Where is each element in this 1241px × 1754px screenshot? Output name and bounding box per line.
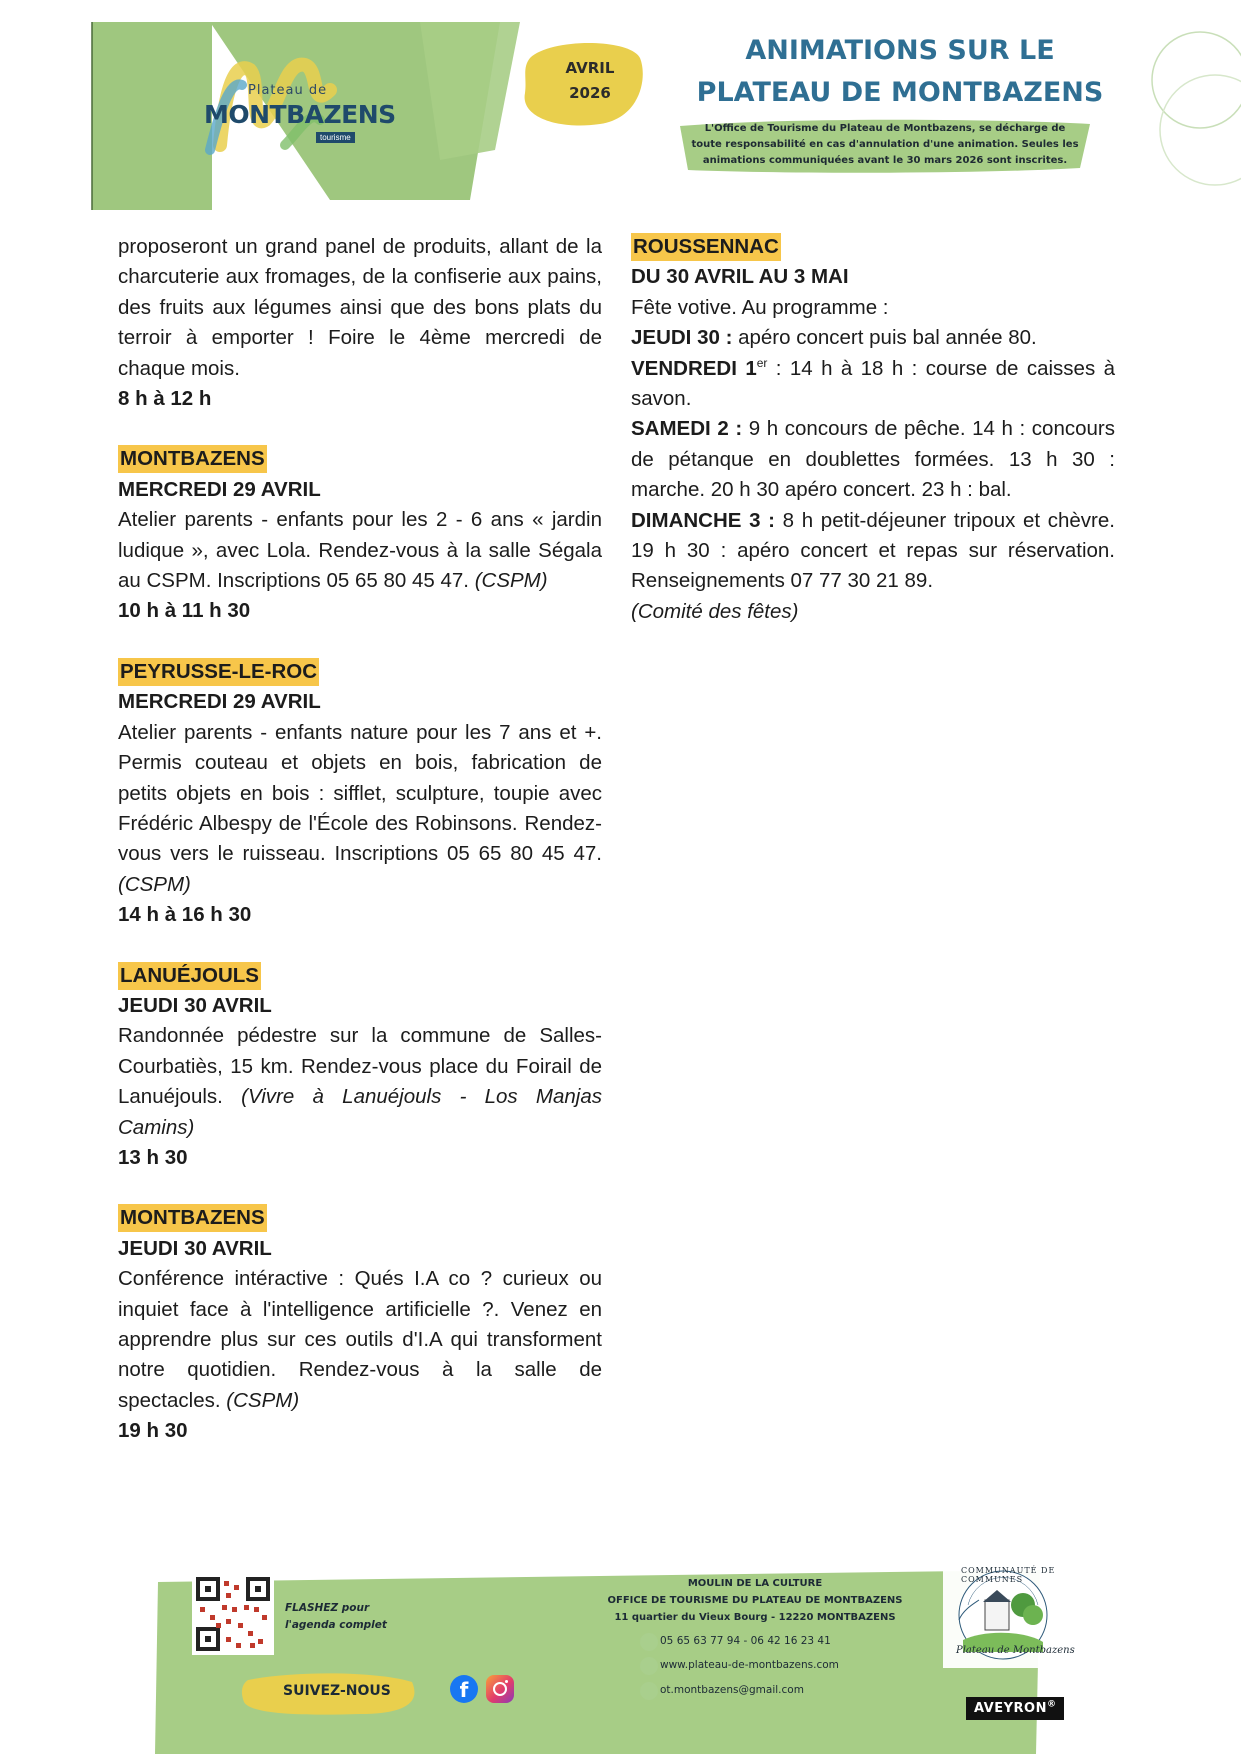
event-date: MERCREDI 29 AVRIL [118, 690, 321, 714]
follow-us-label: SUIVEZ-NOUS [283, 1683, 391, 1699]
facebook-icon[interactable]: f [450, 1675, 478, 1703]
event-date: JEUDI 30 AVRIL [118, 1236, 272, 1260]
email-link[interactable]: ot.montbazens@gmail.com [660, 1684, 804, 1696]
event-time: 13 h 30 [118, 1145, 188, 1169]
event-time: 19 h 30 [118, 1419, 188, 1443]
program-day-4: DIMANCHE 3 : 8 h petit-déjeuner tripoux et chèvre. 19 h 30 : apéro concert et repas sur réservation. Renseignements 07 77 30 21 89. [631, 508, 1115, 593]
event-card [118, 444, 602, 626]
mail-icon [640, 1682, 658, 1700]
right-column [631, 232, 1115, 657]
program-day-3: SAMEDI 2 : 9 h concours de pêche. 14 h : concours de pétanque en doublettes formées. 13 h 30 : marche. 20 h 30 apéro concert. 23 h : bal. [631, 417, 1115, 502]
phone-numbers[interactable]: 05 65 63 77 94 - 06 42 16 23 41 [660, 1635, 831, 1647]
page-title: ANIMATIONS SUR LE PLATEAU DE MONTBAZENS [696, 35, 1104, 108]
event-town: MONTBAZENS [118, 445, 267, 473]
event-description: proposeront un grand panel de produits, allant de la charcuterie aux fromages, de la confiserie aux pains, des fruits aux légumes ainsi que des bons plats du terroir à emporter ! Foire le 4ème mercredi de chaque mois. [118, 235, 602, 380]
event-card [631, 232, 1115, 627]
disclaimer-text: L'Office de Tourisme du Plateau de Montbazens, se décharge de toute responsabilité en cas d'annulation d'une animation. Seules les animations communiquées avant le 30 mars 2026 sont inscrites. [691, 123, 1079, 166]
event-organizer: (Vivre à Lanuéjouls - Los Manjas Camins) [118, 1085, 603, 1139]
page-header [0, 0, 1241, 210]
qr-code[interactable] [192, 1573, 274, 1655]
program-day-1: JEUDI 30 : apéro concert puis bal année 80. [631, 326, 1037, 350]
event-card [118, 961, 602, 1174]
event-town: PEYRUSSE-LE-ROC [118, 658, 319, 686]
event-description: Randonnée pédestre sur la commune de Salles-Courbatiès, 15 km. Rendez-vous place du Foirail de Lanuéjouls. (Vivre à Lanuéjouls - Los Manjas Camins) [118, 1024, 603, 1139]
logo-subtitle: Plateau de [248, 83, 328, 98]
event-description: Atelier parents - enfants nature pour les 7 ans et +. Permis couteau et objets en bois, fabrication de petits objets en bois : sifflet, sculpture, toupie avec Frédéric Albespy de l'École des Robinsons. Rendez-vous vers le ruisseau. Inscriptions 05 65 80 45 47. (CSPM) [118, 720, 602, 896]
event-town: ROUSSENNAC [631, 233, 781, 261]
decorative-circles [1120, 20, 1241, 200]
event-organizer: (CSPM) [474, 569, 548, 593]
globe-icon [640, 1657, 658, 1675]
event-date: JEUDI 30 AVRIL [118, 993, 272, 1017]
month-badge [540, 56, 640, 106]
event-organizer: (CSPM) [118, 872, 191, 896]
continued-event [118, 232, 602, 414]
community-ring-text: COMMUNAUTÉ DE COMMUNES [961, 1566, 1056, 1584]
phone-icon [640, 1633, 658, 1651]
event-date: MERCREDI 29 AVRIL [118, 477, 321, 501]
aveyron-logo: AVEYRON® [966, 1697, 1064, 1720]
event-organizer: (CSPM) [226, 1388, 300, 1412]
logo-tag: tourisme [316, 132, 355, 143]
website-link[interactable]: www.plateau-de-montbazens.com [660, 1659, 839, 1671]
event-time: 14 h à 16 h 30 [118, 903, 252, 927]
event-time: 10 h à 11 h 30 [118, 599, 251, 623]
instagram-icon[interactable] [486, 1675, 514, 1703]
event-town: MONTBAZENS [118, 1204, 267, 1232]
program-day-2: VENDREDI 1er : 14 h à 18 h : course de caisses à savon. [631, 355, 1115, 411]
community-name: Plateau de Montbazens [956, 1645, 1075, 1656]
event-card [118, 657, 602, 931]
logo-title: MONTBAZENS [204, 100, 396, 129]
year-label: 2026 [569, 84, 611, 102]
event-time: 8 h à 12 h [118, 387, 212, 411]
event-town: LANUÉJOULS [118, 962, 261, 990]
event-date: DU 30 AVRIL AU 3 MAI [631, 265, 849, 289]
left-column [118, 232, 602, 1477]
event-description: Atelier parents - enfants pour les 2 - 6 ans « jardin ludique », avec Lola. Rendez-vous à la salle Ségala au CSPM. Inscriptions 05 65 80 45 47. (CSPM) [118, 508, 602, 593]
qr-code-icon [196, 1577, 270, 1651]
event-card [118, 1203, 602, 1446]
tourism-logo [190, 50, 396, 160]
event-description: Conférence intéractive : Qués I.A co ? curieux ou inquiet face à l'intelligence artificielle ?. Venez en apprendre plus sur ces outils d'I.A qui transforment notre quotidien. Rendez-vous à la salle de spectacles. (CSPM) [118, 1267, 602, 1412]
month-label: AVRIL [565, 59, 615, 77]
qr-caption: FLASHEZ pour l'agenda complet [285, 1602, 387, 1631]
event-organizer: (Comité des fêtes) [631, 599, 799, 623]
event-intro: Fête votive. Au programme : [631, 295, 889, 319]
office-address: MOULIN DE LA CULTURE OFFICE DE TOURISME DU PLATEAU DE MONTBAZENS 11 quartier du Vieux Bourg - 12220 MONTBAZENS [607, 1578, 903, 1623]
